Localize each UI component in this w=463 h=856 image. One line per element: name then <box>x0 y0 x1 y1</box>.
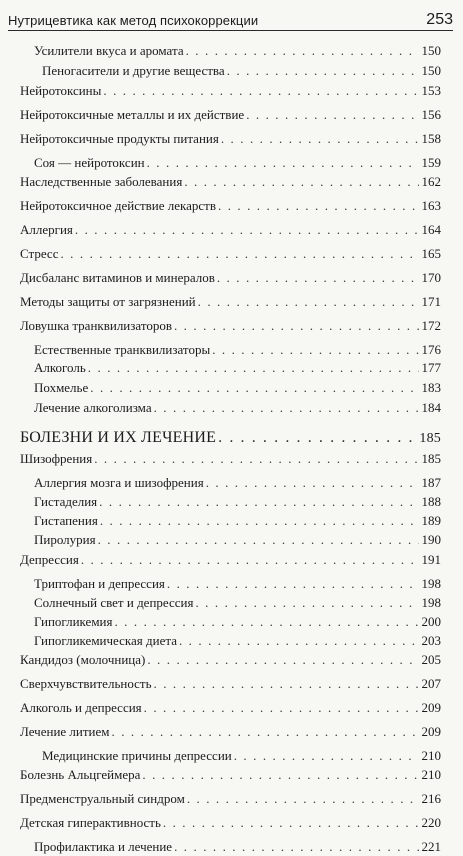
toc-entry <box>20 575 441 593</box>
toc-entry-page: 189 <box>421 513 441 528</box>
toc-entry-title: Соя — нейротоксин <box>34 155 145 170</box>
dot-leader <box>112 723 419 741</box>
dot-leader <box>147 651 418 669</box>
toc-entry-title: Сверхчувствительность <box>20 676 152 691</box>
toc-entry <box>20 173 441 191</box>
dot-leader <box>212 341 418 359</box>
dot-leader <box>174 838 418 856</box>
toc-entry-title: Гипогликемия <box>34 614 113 629</box>
dot-leader <box>184 173 418 191</box>
dot-leader <box>218 427 416 449</box>
dot-leader <box>94 450 418 468</box>
toc-entry <box>20 512 441 530</box>
toc-entry-title: Стресс <box>20 246 59 261</box>
toc-entry <box>20 651 441 669</box>
toc-entry-title: Естественные транквилизаторы <box>34 342 211 357</box>
table-of-contents <box>20 42 441 856</box>
dot-leader <box>99 493 418 511</box>
toc-entry <box>20 632 441 650</box>
toc-entry <box>20 675 441 693</box>
toc-entry-page: 198 <box>421 595 441 610</box>
toc-entry-page: 153 <box>421 83 441 98</box>
dot-leader <box>163 814 419 832</box>
toc-entry-title: Кандидоз (молочница) <box>20 652 146 667</box>
toc-entry-page: 171 <box>421 294 441 309</box>
toc-entry-page: 198 <box>421 576 441 591</box>
toc-entry-page: 200 <box>421 614 441 629</box>
toc-entry-title: Алкоголь и депрессия <box>20 700 142 715</box>
toc-entry-title: Аллергия <box>20 222 73 237</box>
dot-leader <box>187 790 419 808</box>
toc-entry <box>20 551 441 569</box>
toc-entry-page: 172 <box>421 318 441 333</box>
toc-entry <box>20 723 441 741</box>
toc-entry <box>20 82 441 100</box>
dot-leader <box>167 575 419 593</box>
dot-leader <box>103 82 418 100</box>
toc-entry <box>20 699 441 717</box>
running-title: Нутрицевтика как метод психокоррекции <box>8 13 259 28</box>
toc-entry-title: Дисбаланс витаминов и минералов <box>20 270 215 285</box>
toc-entry-page: 203 <box>421 633 441 648</box>
toc-entry-page: 205 <box>421 652 441 667</box>
toc-entry-page: 210 <box>421 767 441 782</box>
toc-entry-page: 158 <box>421 131 441 146</box>
toc-entry-title: Методы защиты от загрязнений <box>20 294 196 309</box>
toc-entry-title: Профилактика и лечение <box>34 839 173 854</box>
toc-entry-page: 150 <box>421 43 441 58</box>
toc-entry <box>20 814 441 832</box>
toc-entry-title: Алкоголь <box>34 360 86 375</box>
toc-entry-title: Болезнь Альцгеймера <box>20 767 141 782</box>
toc-entry <box>20 221 441 239</box>
dot-leader <box>246 106 418 124</box>
toc-entry-page: 163 <box>421 198 441 213</box>
toc-entry-page: 220 <box>421 815 441 830</box>
dot-leader <box>198 293 419 311</box>
toc-entry <box>20 245 441 263</box>
toc-entry <box>20 317 441 335</box>
toc-entry-title: Нейротоксичные металлы и их действие <box>20 107 245 122</box>
toc-entry-page: 150 <box>421 63 441 78</box>
dot-leader <box>90 379 418 397</box>
toc-entry-page: 159 <box>421 155 441 170</box>
dot-leader <box>179 632 419 650</box>
toc-entry <box>20 493 441 511</box>
toc-entry <box>20 450 441 468</box>
toc-entry-page: 221 <box>421 839 441 854</box>
dot-leader <box>147 154 419 172</box>
toc-entry <box>20 399 441 417</box>
toc-entry-page: 207 <box>421 676 441 691</box>
page-number: 253 <box>426 11 453 28</box>
dot-leader <box>144 699 419 717</box>
dot-leader <box>227 62 419 80</box>
toc-chapter <box>20 427 441 450</box>
toc-entry-page: 156 <box>421 107 441 122</box>
toc-entry-title: Солнечный свет и депрессия <box>34 595 194 610</box>
dot-leader <box>206 474 419 492</box>
toc-entry-title: Нейротоксичное действие лекарств <box>20 198 216 213</box>
toc-entry-title: Предменструальный синдром <box>20 791 185 806</box>
toc-entry-title: Шизофрения <box>20 451 93 466</box>
toc-entry-title: Пиролурия <box>34 532 96 547</box>
dot-leader <box>221 130 419 148</box>
toc-entry <box>20 130 441 148</box>
toc-entry-title: Гистаделия <box>34 494 98 509</box>
toc-entry-title: Нейротоксичные продукты питания <box>20 131 219 146</box>
toc-entry <box>20 790 441 808</box>
toc-entry-title: Аллергия мозга и шизофрения <box>34 475 204 490</box>
toc-entry-title: Ловушка транквилизаторов <box>20 318 172 333</box>
toc-entry-title: Лечение литием <box>20 724 110 739</box>
toc-entry-page: 209 <box>421 700 441 715</box>
dot-leader <box>98 531 419 549</box>
toc-entry-page: 216 <box>421 791 441 806</box>
toc-entry-title: Гипогликемическая диета <box>34 633 177 648</box>
dot-leader <box>75 221 419 239</box>
toc-entry <box>20 474 441 492</box>
toc-entry-page: 187 <box>421 475 441 490</box>
toc-entry-title: Медицинские причины депрессии <box>42 748 232 763</box>
toc-entry <box>20 293 441 311</box>
toc-entry <box>20 106 441 124</box>
dot-leader <box>195 594 418 612</box>
toc-entry-title: Пеногасители и другие вещества <box>42 63 225 78</box>
toc-entry <box>20 269 441 287</box>
toc-entry-page: 191 <box>421 552 441 567</box>
toc-entry <box>20 766 441 784</box>
dot-leader <box>217 269 419 287</box>
toc-entry-page: 170 <box>421 270 441 285</box>
toc-entry <box>20 594 441 612</box>
toc-entry-page: 209 <box>421 724 441 739</box>
toc-entry <box>20 197 441 215</box>
toc-entry-page: 188 <box>421 494 441 509</box>
toc-entry <box>20 42 441 60</box>
toc-entry-title: Депрессия <box>20 552 79 567</box>
dot-leader <box>234 747 419 765</box>
toc-entry <box>20 379 441 397</box>
dot-leader <box>174 317 419 335</box>
toc-entry-page: 176 <box>421 342 441 357</box>
dot-leader <box>60 245 418 263</box>
toc-entry-page: 185 <box>421 451 441 466</box>
toc-entry-title: Лечение алкоголизма <box>34 400 152 415</box>
dot-leader <box>154 675 419 693</box>
toc-entry-title: Усилители вкуса и аромата <box>34 43 184 58</box>
toc-entry-page: 184 <box>421 400 441 415</box>
toc-entry <box>20 531 441 549</box>
toc-entry <box>20 154 441 172</box>
toc-entry-title: Похмелье <box>34 380 89 395</box>
toc-entry <box>20 359 441 377</box>
toc-entry-page: 165 <box>421 246 441 261</box>
toc-entry-title: Нейротоксины <box>20 83 102 98</box>
toc-entry-title: Гистапения <box>34 513 98 528</box>
toc-entry-title: Наследственные заболевания <box>20 174 183 189</box>
toc-entry-page: 177 <box>421 360 441 375</box>
dot-leader <box>81 551 419 569</box>
toc-entry-page: 183 <box>421 380 441 395</box>
toc-entry <box>20 747 441 765</box>
toc-entry-page: 185 <box>419 431 441 446</box>
dot-leader <box>142 766 418 784</box>
toc-entry-page: 162 <box>421 174 441 189</box>
dot-leader <box>186 42 419 60</box>
toc-entry <box>20 613 441 631</box>
toc-entry-title: БОЛЕЗНИ И ИХ ЛЕЧЕНИЕ <box>20 429 217 446</box>
dot-leader <box>88 359 419 377</box>
dot-leader <box>114 613 418 631</box>
running-header <box>8 4 453 31</box>
dot-leader <box>154 399 419 417</box>
toc-entry-title: Детская гиперактивность <box>20 815 161 830</box>
dot-leader <box>218 197 419 215</box>
toc-entry-title: Триптофан и депрессия <box>34 576 165 591</box>
toc-entry-page: 210 <box>421 748 441 763</box>
toc-entry <box>20 838 441 856</box>
toc-entry <box>20 62 441 80</box>
toc-entry-page: 164 <box>421 222 441 237</box>
toc-entry <box>20 341 441 359</box>
toc-entry-page: 190 <box>421 532 441 547</box>
dot-leader <box>100 512 419 530</box>
